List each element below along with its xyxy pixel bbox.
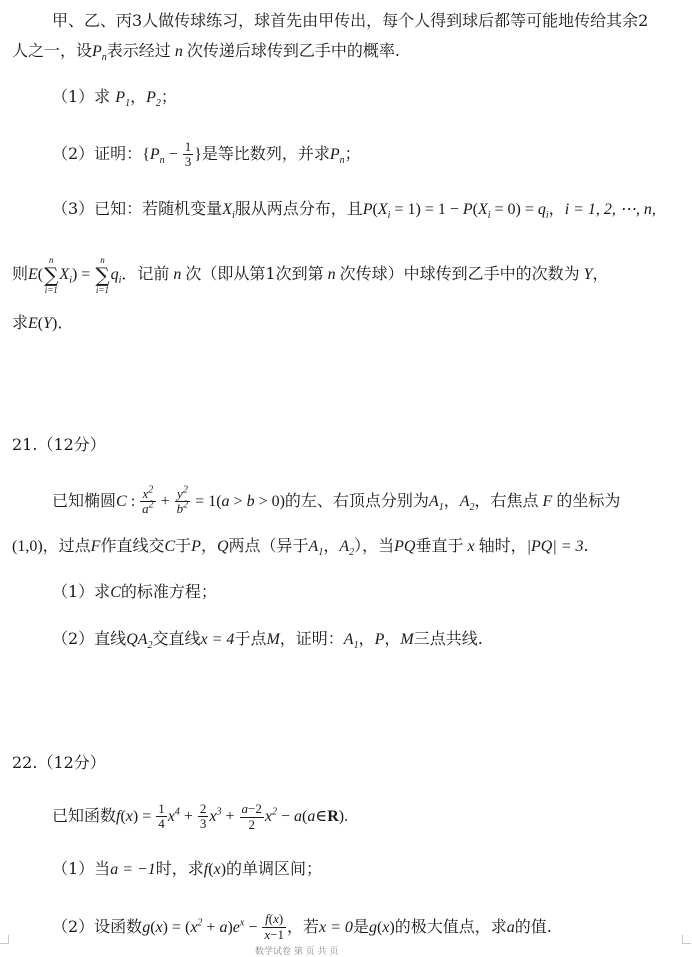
p20-question-3-expectation: 则E( n ∑ i=1 $X_i$) = n ∑ i=1 $q_i$．记前 n 次（即从第1次到第 n 次传球）中球传到乙手中的次数为 Y，	[12, 254, 609, 295]
sum-symbol: n ∑ i=1	[95, 254, 110, 295]
p22-intro: 已知函数f(x) = $\frac{1}{4}$ $x^4$ + $\frac{2}{3}$ $x^3$ + $\frac{a-2}{2}$ $x^2$ − a(a∈R).	[52, 800, 349, 832]
p22-header: 22.（12分）	[12, 753, 106, 772]
fraction-x2-a2: $\frac{x^2}{a^2}$	[142, 484, 154, 516]
p20-question-2: （2）证明：{$P_n$ − $\frac{1}{3}$ }是等比数列，并求$P_n$；	[52, 139, 361, 169]
fraction-y2-b2: $\frac{y^2}{b^2}$	[176, 484, 189, 516]
fraction-one-fourth: $\frac{1}{4}$	[158, 801, 165, 831]
p21-header: 21.（12分）	[12, 435, 106, 454]
fraction-a-minus-2-over-2: $\frac{a-2}{2}$	[241, 800, 262, 832]
p21-question-2: （2）直线$QA_2$交直线x = 4于点M，证明：$A_1$，P，M三点共线.	[52, 629, 483, 652]
corner-mark-right	[682, 935, 691, 944]
p20-intro-line2: 人之一，设$P_n$表示经过 n 次传递后球传到乙手中的概率.	[12, 41, 400, 64]
p22-question-1: （1）当a = −1时，求f(x)的单调区间；	[52, 859, 323, 878]
fraction-one-third: $\frac{1}{3}$	[184, 139, 192, 169]
p20-question-1: （1）求 $P_1$，$P_2$；	[52, 87, 177, 110]
corner-mark-left	[0, 935, 9, 944]
p20-intro-line1: 甲、乙、丙3人做传球练习，球首先由甲传出，每个人得到球后都等可能地传给其余2	[52, 11, 649, 30]
p22-question-2: （2）设函数$g(x) = (x^2 + a)e^x$ − $\frac{f(x)}{x-1}$ ，若x = 0是g(x)的极大值点，求a的值.	[52, 911, 552, 942]
page-footer: 数学试卷 第 页 共 页	[255, 947, 339, 957]
fraction-two-thirds: $\frac{2}{3}$	[199, 801, 207, 831]
p21-intro-line1: 已知椭圆C : $\frac{x^2}{a^2}$ + $\frac{y^2}{b^2}$ = 1(a > b > 0)的左、右顶点分别为$A_1$，$A_2$，右焦点 F 的坐标为	[52, 484, 621, 516]
p20-question-3-ask: 求E(Y)．	[12, 313, 74, 332]
sum-symbol: n ∑ i=1	[44, 254, 59, 295]
fraction-fx-over-x-minus-1: $\frac{f(x)}{x-1}$	[264, 911, 284, 942]
p20-question-3: （3）已知：若随机变量$X_i$服从两点分布，且$P(X_i = 1) = 1 - P(X_i = 0) = q_i$，i = 1, 2, ⋯, n,	[52, 199, 656, 222]
p21-question-1: （1）求C的标准方程；	[52, 582, 217, 601]
p21-intro-line2: (1,0)，过点F作直线交C于P，Q两点（异于$A_1$，$A_2$），当PQ垂直于 x 轴时，|PQ| = 3.	[12, 536, 589, 559]
